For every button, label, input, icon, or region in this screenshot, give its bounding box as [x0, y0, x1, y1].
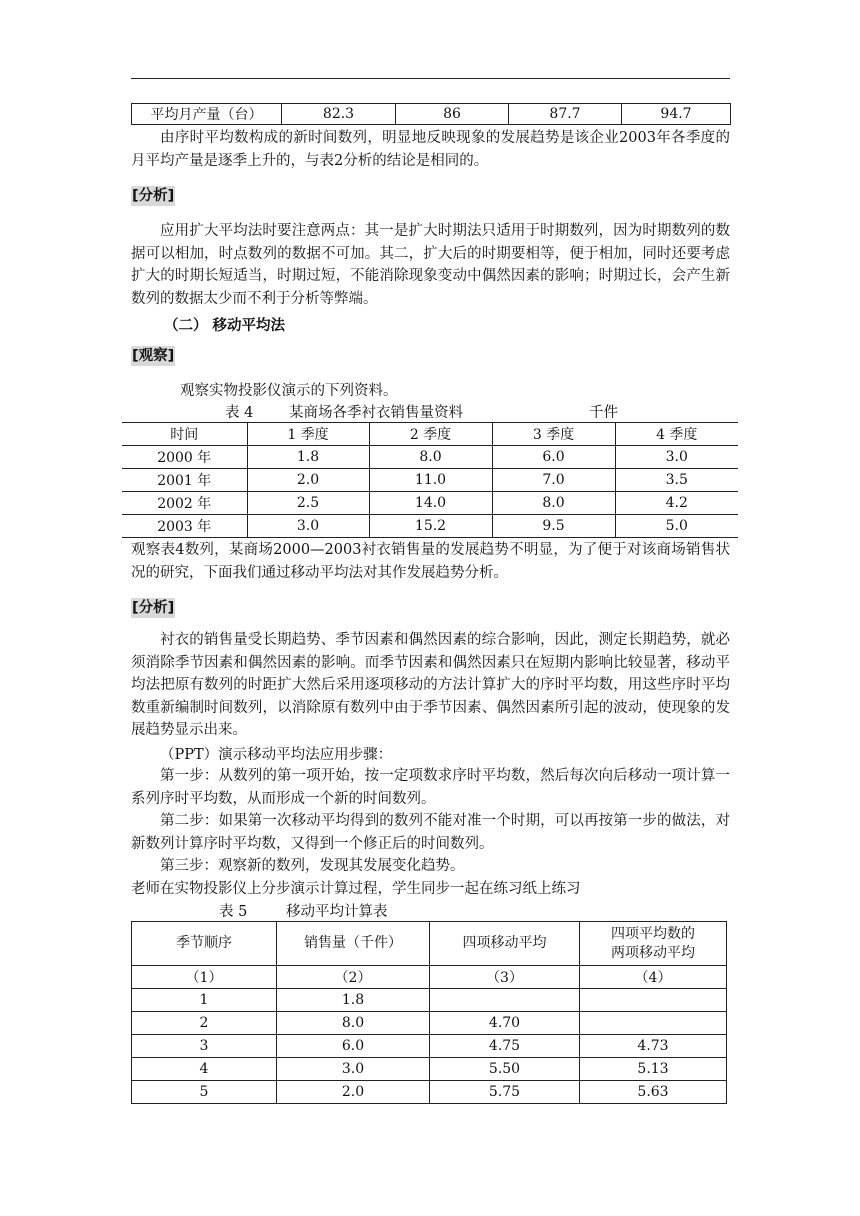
table-row	[132, 1012, 727, 1035]
table-cell: 4	[132, 1058, 277, 1081]
table-row	[122, 515, 738, 538]
paragraph: 由序时平均数构成的新时间数列，明显地反映现象的发展趋势是该企业2003年各季度的月平均产量是逐季上升的，与表2分析的结论是相同的。	[131, 130, 730, 169]
table-cell: 1.8	[277, 989, 430, 1012]
table-cell: 2.5	[247, 492, 369, 515]
table5-caption-title: 移动平均计算表	[286, 904, 388, 920]
column-number: （2）	[277, 966, 430, 989]
table-cell: 3.5	[615, 469, 738, 492]
teacher-line: 老师在实物投影仪上分步演示计算过程，学生同步一起在练习纸上练习	[131, 881, 581, 897]
table-cell: 4.70	[430, 1012, 580, 1035]
table-row	[132, 104, 731, 125]
table-cell: 6.0	[277, 1035, 430, 1058]
section-heading: （二） 移动平均法	[164, 318, 286, 334]
table-cell: 2000 年	[122, 446, 247, 469]
header-rule	[131, 78, 730, 79]
step-paragraph: 第二步：如果第一次移动平均得到的数列不能对准一个时期，可以再按第一步的做法，对新数列计算序时平均数，又得到一个修正后的时间数列。	[131, 813, 730, 852]
table-cell	[580, 1012, 727, 1035]
table-cell: 15.2	[369, 515, 492, 538]
observe-tag: [观察]	[132, 348, 175, 364]
column-number: （4）	[580, 966, 727, 989]
table-cell	[430, 989, 580, 1012]
table-cell: 5.50	[430, 1058, 580, 1081]
analysis-tag: [分析]	[132, 188, 175, 204]
paragraph: 观察表4数列，某商场2000—2003衬衣销售量的发展趋势不明显，为了便于对该商场销售状况的研究，下面我们通过移动平均法对其作发展趋势分析。	[131, 542, 730, 581]
top-summary-table	[131, 103, 731, 125]
table-cell: 2003 年	[122, 515, 247, 538]
table-cell: 5.13	[580, 1058, 727, 1081]
column-number: （3）	[430, 966, 580, 989]
column-header: 时间	[122, 423, 247, 446]
table-row	[132, 1058, 727, 1081]
column-header: 季节顺序	[132, 922, 277, 966]
column-header: 4 季度	[615, 423, 738, 446]
table-cell: 2.0	[247, 469, 369, 492]
paragraph: 应用扩大平均法时要注意两点：其一是扩大时期法只适用于时期数列，因为时期数列的数据可以相加，时点数列的数据不可加。其二，扩大后的时期要相等，便于相加，同时还要考虑扩大的时期长短适当，时期过短，不能消除现象变动中偶然因素的影响；时期过长，会产生新数列的数据太少而不利于分析等弊端。	[131, 223, 730, 307]
column-header: 3 季度	[492, 423, 615, 446]
column-header: 2 季度	[369, 423, 492, 446]
step-paragraph: 第三步：观察新的数列，发现其发展变化趋势。	[160, 858, 465, 874]
table-cell: 3.0	[277, 1058, 430, 1081]
table-cell: 1.8	[247, 446, 369, 469]
table-cell: 5.63	[580, 1081, 727, 1104]
table-cell: 9.5	[492, 515, 615, 538]
table-header-row	[122, 423, 738, 446]
table-cell: 2001 年	[122, 469, 247, 492]
table-cell: 3.0	[615, 446, 738, 469]
observe-line: 观察实物投影仪演示的下列资料。	[180, 383, 398, 399]
column-header: 1 季度	[247, 423, 369, 446]
table-cell: 4.73	[580, 1035, 727, 1058]
table-cell: 14.0	[369, 492, 492, 515]
table-cell: 4.2	[615, 492, 738, 515]
column-header: 销售量（千件）	[277, 922, 430, 966]
table-cell	[580, 989, 727, 1012]
paragraph: 衬衣的销售量受长期趋势、季节因素和偶然因素的综合影响，因此，测定长期趋势，就必须消除季节因素和偶然因素的影响。而季节因素和偶然因素只在短期内影响比较显著，移动平均法把原有数列的时距扩大然后采用逐项移动的方法计算扩大的序时平均数，用这些序时平均数重新编制时间数列，以消除原有数列中由于季节因素、偶然因素所引起的波动，使现象的发展趋势显示出来。	[131, 632, 730, 738]
table-cell: 6.0	[492, 446, 615, 469]
table-cell: 82.3	[282, 104, 396, 125]
column-number: （1）	[132, 966, 277, 989]
table-cell: 11.0	[369, 469, 492, 492]
table-row	[132, 989, 727, 1012]
table-cell: 7.0	[492, 469, 615, 492]
table-cell: 平均月产量（台）	[132, 104, 282, 125]
step-paragraph: 第一步：从数列的第一项开始，按一定项数求序时平均数，然后每次向后移动一项计算一系列序时平均数，从而形成一个新的时间数列。	[131, 768, 730, 807]
table-cell: 87.7	[509, 104, 622, 125]
table-cell: 3	[132, 1035, 277, 1058]
table-cell: 8.0	[492, 492, 615, 515]
table-number-row	[132, 966, 727, 989]
table-row	[122, 492, 738, 515]
table-cell: 8.0	[369, 446, 492, 469]
analysis-tag: [分析]	[132, 600, 175, 616]
table-cell: 1	[132, 989, 277, 1012]
table-cell: 94.7	[622, 104, 731, 125]
table4-unit: 千件	[589, 405, 618, 421]
table-cell: 3.0	[247, 515, 369, 538]
table-row	[132, 1081, 727, 1104]
table4-caption-title: 某商场各季衬衣销售量资料	[289, 405, 463, 421]
column-header: 四项移动平均	[430, 922, 580, 966]
column-header	[580, 922, 727, 966]
table4	[122, 422, 738, 538]
table-cell: 8.0	[277, 1012, 430, 1035]
table-row	[132, 1035, 727, 1058]
table-cell: 5.75	[430, 1081, 580, 1104]
table-cell: 4.75	[430, 1035, 580, 1058]
table-cell: 2.0	[277, 1081, 430, 1104]
table-cell: 2	[132, 1012, 277, 1035]
header-line: 四项平均数的	[611, 925, 695, 942]
table-row	[122, 446, 738, 469]
ppt-line: （PPT）演示移动平均法应用步骤：	[160, 747, 393, 763]
table5	[131, 921, 727, 1104]
table-cell: 5.0	[615, 515, 738, 538]
table-row	[122, 469, 738, 492]
table-cell: 5	[132, 1081, 277, 1104]
table-cell: 86	[396, 104, 509, 125]
table5-caption-number: 表 5	[219, 904, 248, 920]
header-line: 两项移动平均	[611, 944, 695, 961]
table-cell: 2002 年	[122, 492, 247, 515]
table4-caption-number: 表 4	[225, 405, 254, 421]
table-header-row	[132, 922, 727, 966]
